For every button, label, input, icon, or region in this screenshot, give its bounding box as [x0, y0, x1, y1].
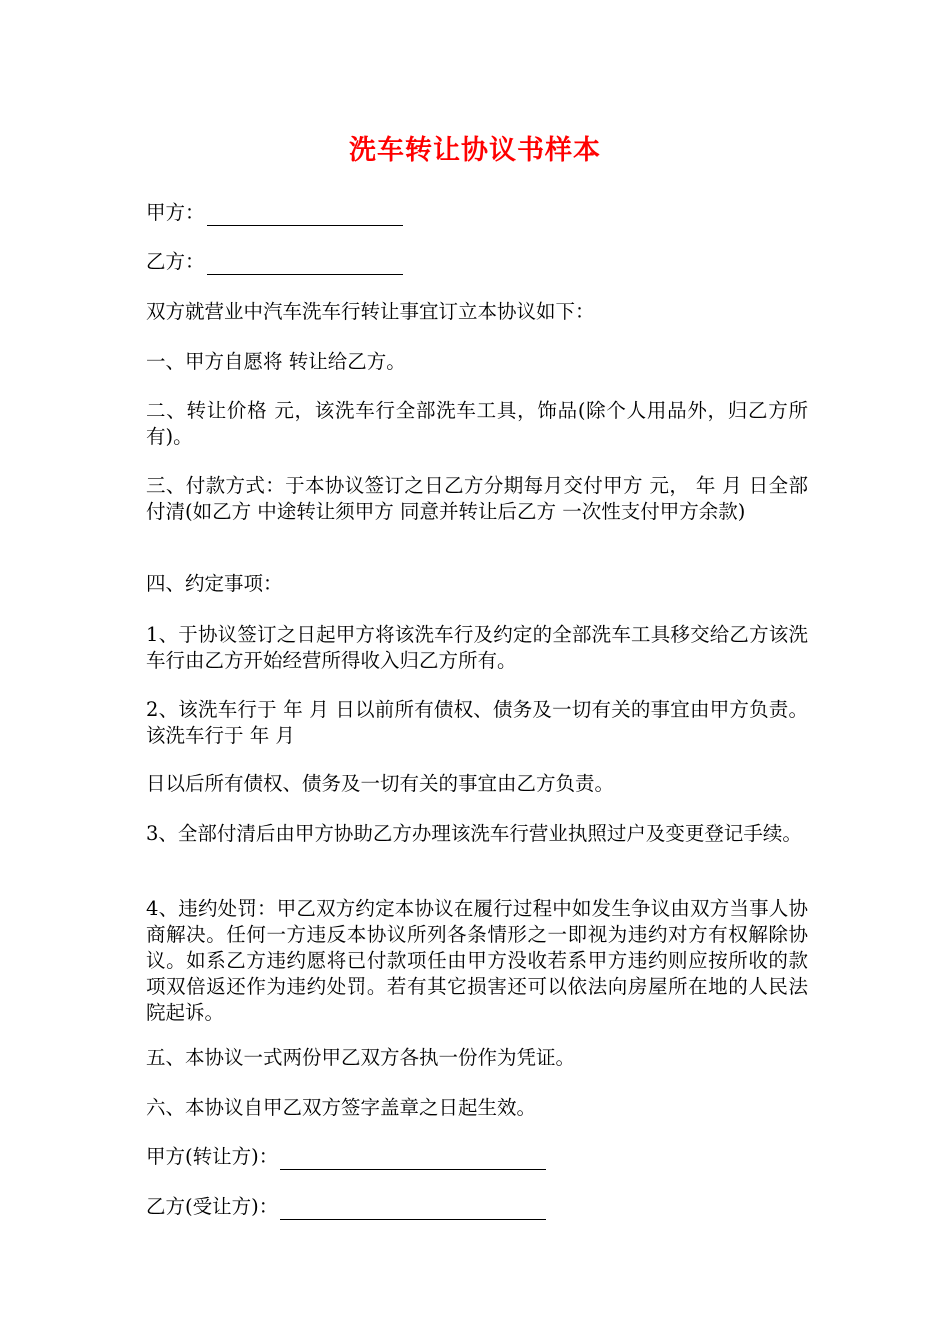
- party-a-blank: [207, 205, 403, 226]
- sign-a-blank: [280, 1149, 546, 1170]
- sign-a-field: [146, 1144, 546, 1170]
- item-2-part-b: 日以后所有债权、债务及一切有关的事宜由乙方负责。: [146, 772, 615, 795]
- item-3: 3、全部付清后由甲方协助乙方办理该洗车行营业执照过户及变更登记手续。: [146, 822, 802, 845]
- clause-1: 一、甲方自愿将 转让给乙方。: [146, 350, 406, 373]
- item-1: 1、于协议签订之日起甲方将该洗车行及约定的全部洗车工具移交给乙方该洗车行由乙方开始经营所得收入归乙方所有。: [146, 623, 808, 672]
- clause-3: 三、付款方式：于本协议签订之日乙方分期每月交付甲方 元， 年 月 日全部付清(如乙方 中途转让须甲方 同意并转让后乙方 一次性支付甲方余款): [146, 474, 808, 523]
- intro-paragraph: 双方就营业中汽车洗车行转让事宜订立本协议如下：: [146, 300, 595, 323]
- clause-4-heading: 四、约定事项：: [146, 572, 283, 595]
- party-b-blank: [207, 254, 403, 275]
- sign-b-field: [146, 1194, 546, 1220]
- party-b-label: 乙方：: [146, 250, 205, 273]
- document-title: 洗车转让协议书样本: [349, 135, 601, 166]
- item-2-part-a: 2、该洗车行于 年 月 日以前所有债权、债务及一切有关的事宜由甲方负责。该洗车行于 年 月: [146, 698, 808, 747]
- clause-2: 二、转让价格 元，该洗车行全部洗车工具，饰品(除个人用品外，归乙方所有)。: [146, 399, 808, 448]
- party-a-label: 甲方：: [146, 201, 205, 224]
- sign-b-blank: [280, 1199, 546, 1220]
- sign-a-label: 甲方(转让方)：: [146, 1145, 279, 1168]
- clause-6: 六、本协议自甲乙双方签字盖章之日起生效。: [146, 1096, 537, 1119]
- party-b-field: [146, 249, 403, 275]
- clause-5: 五、本协议一式两份甲乙双方各执一份作为凭证。: [146, 1046, 576, 1069]
- sign-b-label: 乙方(受让方)：: [146, 1195, 279, 1218]
- party-a-field: [146, 200, 403, 226]
- item-4: 4、违约处罚：甲乙双方约定本协议在履行过程中如发生争议由双方当事人协商解决。任何一方违反本协议所列各条情形之一即视为违约对方有权解除协议。如系乙方违约愿将已付款项任由甲方没收若系甲方违约则应按所收的款项双倍返还作为违约处罚。若有其它损害还可以依法向房屋所在地的人民法院起诉。: [146, 897, 808, 1024]
